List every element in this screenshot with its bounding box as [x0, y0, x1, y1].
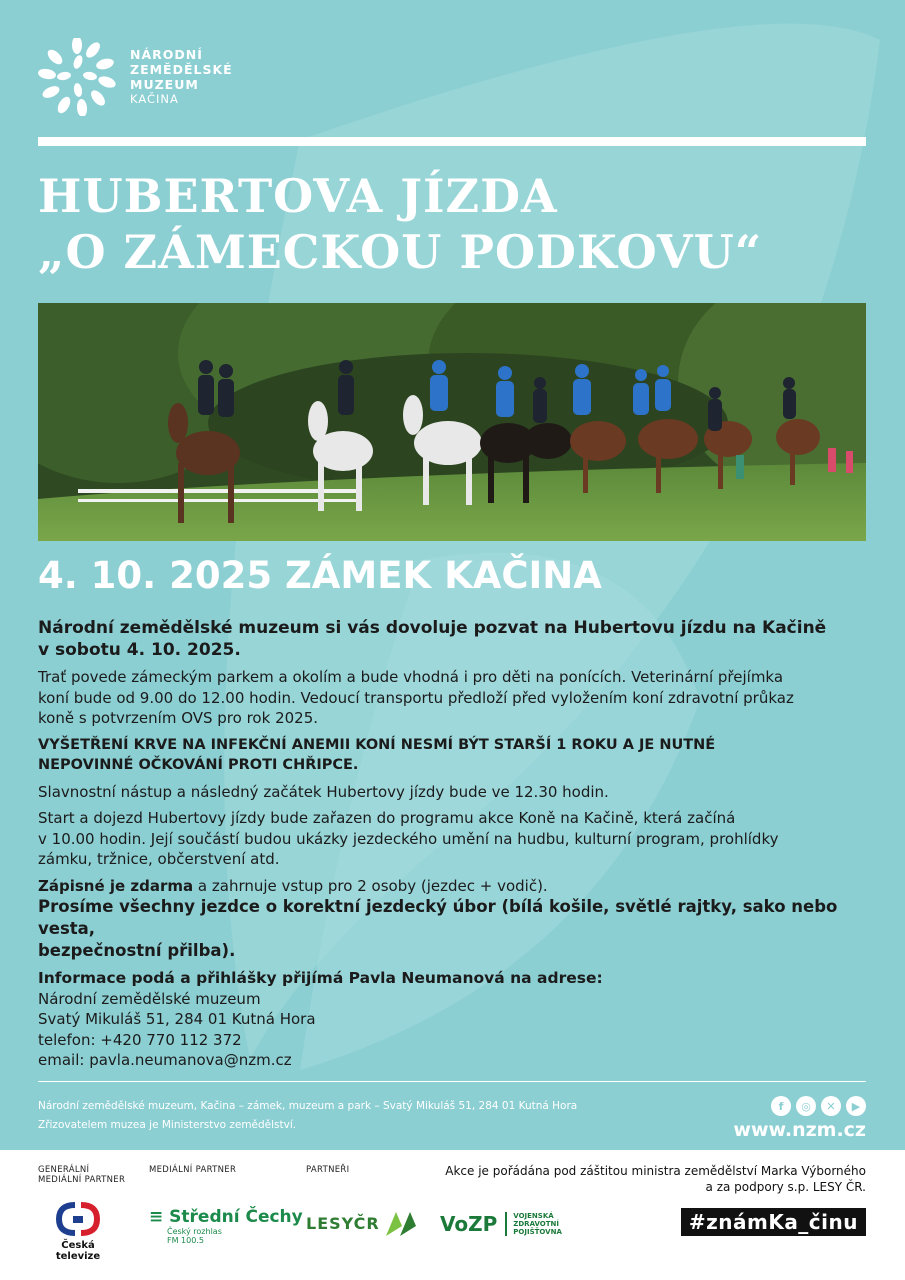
bottom-divider [38, 1081, 866, 1082]
route-line-3: koně s potvrzením OVS pro rok 2025. [38, 709, 319, 727]
patron-line-2: a za podpory s.p. LESY ČR. [705, 1180, 866, 1194]
museum-name [130, 47, 233, 107]
logo-line-1: NÁRODNÍ [130, 47, 203, 62]
warning-line-1: VYŠETŘENÍ KRVE NA INFEKČNÍ ANEMII KONÍ NESMÍ BÝT STARŠÍ 1 ROKU A JE NUTNÉ [38, 736, 716, 753]
footer-address: Národní zemědělské muzeum, Kačina – zámek, muzeum a park – Svatý Mikuláš 51, 284 01 Kutná Hora [38, 1100, 578, 1112]
lead-paragraph [38, 617, 866, 661]
museum-logo [38, 38, 233, 116]
general-label-2: MEDIÁLNÍ PARTNER [38, 1175, 126, 1185]
logo-sub: KAČINA [130, 92, 179, 106]
sc-bars-icon: ≡ [149, 1207, 164, 1227]
logo-line-2: ZEMĚDĚLSKÉ [130, 62, 233, 77]
ct-logo-icon [55, 1202, 101, 1236]
warning-line-2: NEPOVINNÉ OČKOVÁNÍ PROTI CHŘIPCE. [38, 757, 359, 773]
vozp-sub [505, 1212, 562, 1236]
partners-label: PARTNEŘI [306, 1165, 350, 1175]
general-label-1: GENERÁLNÍ [38, 1165, 90, 1175]
invitation-text [38, 617, 866, 1077]
patronage-note [445, 1163, 866, 1195]
lead-line-2: v sobotu 4. 10. 2025. [38, 640, 241, 660]
dress-line-1: Prosíme všechny jezdce o korektní jezdecký úbor (bílá košile, světlé rajtky, sako nebo vesta, [38, 897, 838, 938]
title-line-1: HUBERTOVA JÍZDA [38, 169, 558, 223]
ct-logo [38, 1202, 118, 1262]
lesy-cr-logo [306, 1206, 420, 1240]
social-links [771, 1096, 866, 1116]
lead-line-1: Národní zemědělské muzeum si vás dovoluje pozvat na Hubertovu jízdu na Kačině [38, 618, 827, 638]
stredni-cechy-logo [149, 1207, 303, 1245]
footer-founder: Zřizovatelem muzea je Ministerstvo zemědělství. [38, 1119, 297, 1131]
wreath-logo-icon [38, 38, 116, 116]
website-link[interactable]: www.nzm.cz [733, 1119, 866, 1141]
event-date-place: 4. 10. 2025 ZÁMEK KAČINA [38, 554, 602, 597]
vozp-name: VoZP [440, 1212, 498, 1236]
contact-org: Národní zemědělské muzeum [38, 989, 261, 1008]
vozp-sub-3: POJIŠŤOVNA [513, 1228, 562, 1236]
sc-sub-2: FM 100.5 [167, 1236, 204, 1245]
contact-block [38, 968, 866, 1071]
instagram-icon[interactable]: ◎ [796, 1096, 816, 1116]
sc-name-text: Střední Čechy [169, 1207, 303, 1227]
vozp-sub-1: VOJENSKÁ [513, 1212, 554, 1220]
start-time-paragraph: Slavnostní nástup a následný začátek Hubertovy jízdy bude ve 12.30 hodin. [38, 782, 609, 801]
partners-strip [0, 1150, 905, 1280]
sc-sub-1: Český rozhlas [167, 1227, 222, 1236]
fee-bold: Zápisné je zdarma [38, 876, 194, 895]
title-line-2: „O ZÁMECKOU PODKOVU“ [38, 225, 763, 279]
fee-paragraph [38, 876, 866, 897]
contact-email[interactable]: email: pavla.neumanova@nzm.cz [38, 1051, 292, 1069]
program-line-2: v 10.00 hodin. Její součástí budou ukázky jezdeckého umění na hudbu, kulturní program, prohlídky [38, 829, 779, 848]
contact-heading: Informace podá a přihlášky přijímá Pavla Neumanová na adrese: [38, 969, 603, 987]
footer-info [38, 1097, 577, 1135]
program-paragraph [38, 808, 866, 870]
dress-line-2: bezpečnostní přilba). [38, 941, 236, 960]
logo-line-3: MUZEUM [130, 77, 199, 92]
lesy-tree-icon [382, 1206, 420, 1240]
vozp-logo [440, 1212, 562, 1236]
event-photo [38, 303, 866, 541]
fee-rest: a zahrnuje vstup pro 2 osoby (jezdec + vodič). [193, 876, 548, 895]
program-line-3: zámku, tržnice, občerstvení atd. [38, 850, 280, 868]
contact-address: Svatý Mikuláš 51, 284 01 Kutná Hora [38, 1010, 316, 1028]
dress-code [38, 896, 866, 962]
route-line-1: Trať povede zámeckým parkem a okolím a bude vhodná i pro děti na ponících. Veterinární přejímka [38, 668, 784, 686]
vozp-sub-2: ZDRAVOTNÍ [513, 1220, 559, 1228]
general-partner-label [38, 1165, 125, 1185]
hashtag-badge: #známKa_činu [681, 1208, 866, 1236]
top-divider [38, 137, 866, 146]
facebook-icon[interactable]: f [771, 1096, 791, 1116]
sc-name [149, 1207, 303, 1227]
media-partner-label: MEDIÁLNÍ PARTNER [149, 1165, 237, 1175]
route-paragraph [38, 667, 866, 729]
program-line-1: Start a dojezd Hubertovy jízdy bude zařazen do programu akce Koně na Kačině, která začíná [38, 809, 736, 827]
contact-phone[interactable]: telefon: +420 770 112 372 [38, 1030, 242, 1049]
route-line-2: koní bude od 9.00 do 12.00 hodin. Vedoucí transportu předloží před vyložením koní zdravotní průkaz [38, 688, 794, 707]
event-title [38, 168, 762, 280]
x-icon[interactable]: ✕ [821, 1096, 841, 1116]
youtube-icon[interactable]: ▶ [846, 1096, 866, 1116]
lesy-name: LESYČR [306, 1213, 380, 1233]
ct-name: Česká televize [55, 1240, 101, 1262]
patron-line-1: Akce je pořádána pod záštitou ministra zemědělství Marka Výborného [445, 1164, 866, 1178]
health-warning [38, 735, 866, 776]
